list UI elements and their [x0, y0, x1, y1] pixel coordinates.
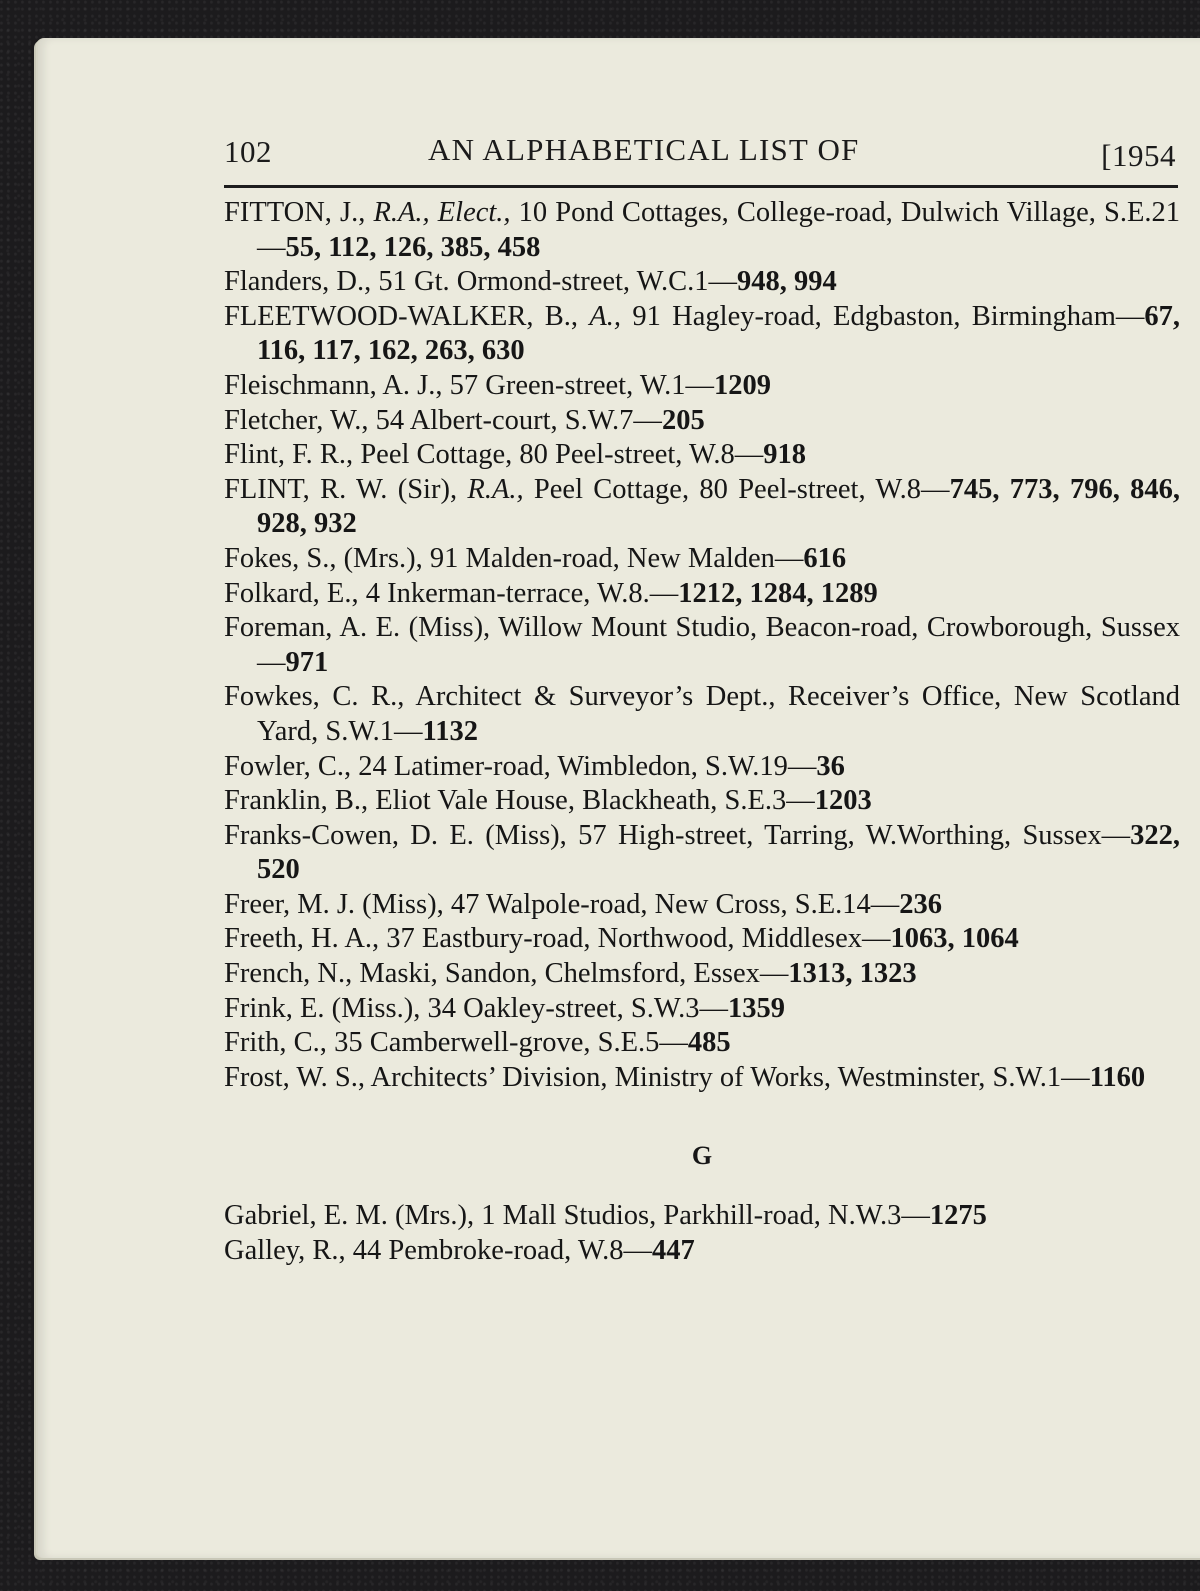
list-item: Fokes, S., (Mrs.), 91 Malden-road, New Malden—616 [224, 542, 847, 574]
list-item: Galley, R., 44 Pembroke-road, W.8—447 [224, 1235, 695, 1267]
list-item: Folkard, E., 4 Inkerman-terrace, W.8.—1212, 1284, 1289 [224, 577, 878, 609]
page-number: 102 [224, 134, 272, 169]
list-item: Fowler, C., 24 Latimer-road, Wimbledon, S.W.19—36 [224, 750, 845, 782]
year-label: [1954 [1101, 138, 1176, 173]
list-item: Frost, W. S., Architects’ Division, Ministry of Works, Westminster, S.W.1—1160 [224, 1061, 1146, 1093]
list-item: Flanders, D., 51 Gt. Ormond-street, W.C.1—948, 994 [224, 266, 837, 298]
list-item: Franks-Cowen, D. E. (Miss), 57 High-street, Tarring, W.Worthing, Sussex—322, 520 [224, 819, 1180, 886]
page-title: AN ALPHABETICAL LIST OF [428, 132, 860, 167]
list-item: Foreman, A. E. (Miss), Willow Mount Studio, Beacon-road, Crowborough, Sussex—971 [224, 612, 1180, 678]
list-item: Flint, F. R., Peel Cottage, 80 Peel-street, W.8—918 [224, 439, 806, 471]
list-item: Freeth, H. A., 37 Eastbury-road, Northwood, Middlesex—1063, 1064 [224, 923, 1019, 955]
list-item: Frink, E. (Miss.), 34 Oakley-street, S.W.3—1359 [224, 992, 785, 1024]
list-item: Fletcher, W., 54 Albert-court, S.W.7—205 [224, 404, 705, 436]
list-item: Frith, C., 35 Camberwell-grove, S.E.5—485 [224, 1027, 731, 1059]
running-header [224, 128, 1176, 176]
entry-list [224, 196, 1180, 1269]
header-rule [224, 185, 1178, 188]
list-item: French, N., Maski, Sandon, Chelmsford, Essex—1313, 1323 [224, 958, 917, 990]
list-item: Freer, M. J. (Miss), 47 Walpole-road, New Cross, S.E.14—236 [224, 888, 942, 920]
section-heading-g: G [691, 1141, 713, 1171]
list-item: Fowkes, C. R., Architect & Surveyor’s Dept., Receiver’s Office, New Scotland Yard, S.W.1—1132 [224, 681, 1180, 747]
list-item: Fleischmann, A. J., 57 Green-street, W.1—1209 [224, 369, 771, 401]
list-item: FLEETWOOD-WALKER, B., A., 91 Hagley-road, Edgbaston, Birmingham—67, 116, 117, 162, 263, 630 [224, 300, 1180, 367]
list-item: Gabriel, E. M. (Mrs.), 1 Mall Studios, Parkhill-road, N.W.3—1275 [224, 1200, 987, 1232]
list-item: Franklin, B., Eliot Vale House, Blackheath, S.E.3—1203 [224, 785, 872, 817]
list-item: FITTON, J., R.A., Elect., 10 Pond Cottages, College-road, Dulwich Village, S.E.21—55, 112, 126, 385, 458 [224, 197, 1181, 263]
list-item: FLINT, R. W. (Sir), R.A., Peel Cottage, 80 Peel-street, W.8—745, 773, 796, 846, 928, 932 [224, 473, 1180, 540]
